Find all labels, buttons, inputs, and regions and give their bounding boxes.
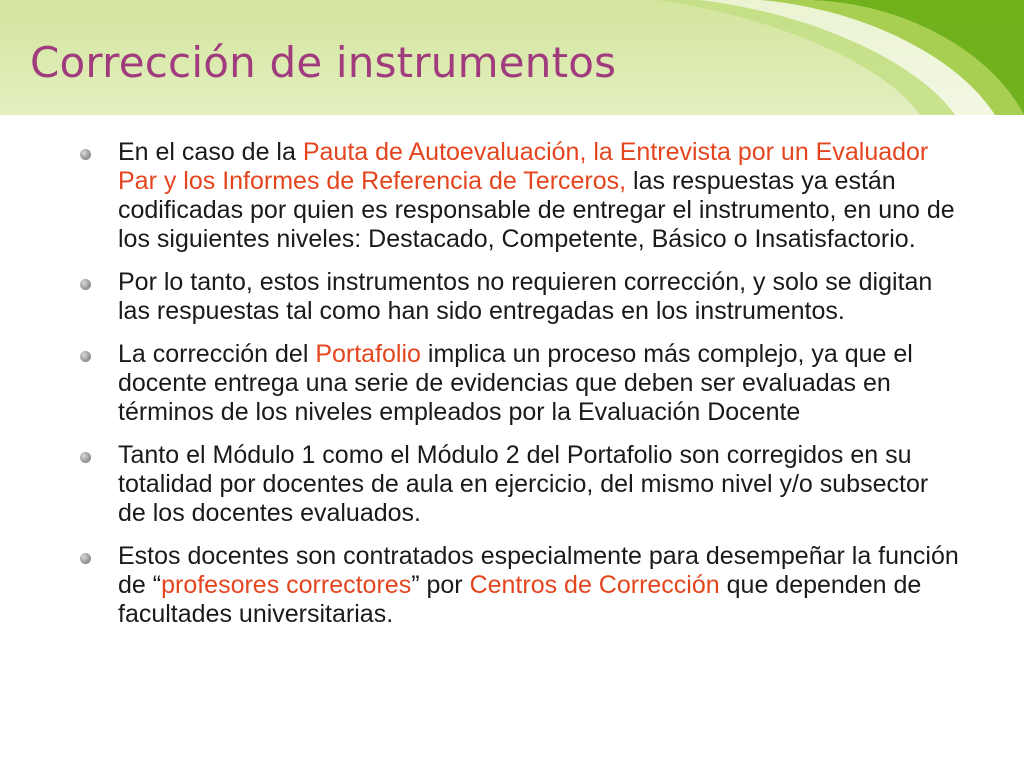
bullet-text: las respuestas ya están codificadas por quien es responsable de entregar el instrumento, en uno de los siguientes niveles: Destacado, Competente, Básico o Insatisfactorio. — [118, 167, 955, 253]
bullet-dot-icon — [80, 351, 91, 362]
bullet-text: ” por — [411, 571, 470, 599]
slide-title: Corrección de instrumentos — [30, 38, 617, 87]
bullet-list — [80, 138, 960, 643]
bullet-item — [80, 138, 960, 254]
bullet-item — [80, 441, 960, 528]
bullet-dot-icon — [80, 553, 91, 564]
bullet-text: implica un proceso más complejo, ya que el docente entrega una serie de evidencias que deben ser evaluadas en términos de los niveles empleados por la Evaluación Docente — [118, 340, 913, 426]
bullet-text: En el caso de la — [118, 138, 303, 166]
bullet-text: Por lo tanto, estos instrumentos no requieren corrección, y solo se digitan las respuestas tal como han sido entregadas en los instrumentos. — [118, 268, 933, 325]
highlighted-text: Centros de Corrección — [469, 571, 720, 599]
bullet-text: La corrección del — [118, 340, 316, 368]
bullet-item — [80, 268, 960, 326]
slide-header — [0, 0, 1024, 115]
bullet-item — [80, 542, 960, 629]
bullet-dot-icon — [80, 452, 91, 463]
bullet-text: Estos docentes son contratados especialmente para desempeñar la función de “ — [118, 542, 959, 599]
highlighted-text: profesores correctores — [161, 571, 412, 599]
bullet-dot-icon — [80, 279, 91, 290]
bullet-dot-icon — [80, 149, 91, 160]
bullet-item — [80, 340, 960, 427]
bullet-text: que dependen de facultades universitarias. — [118, 571, 922, 628]
highlighted-text: Portafolio — [315, 340, 421, 368]
highlighted-text: Pauta de Autoevaluación, la Entrevista por un Evaluador Par y los Informes de Referencia de Terceros, — [118, 138, 929, 195]
bullet-text: Tanto el Módulo 1 como el Módulo 2 del Portafolio son corregidos en su totalidad por docentes de aula en ejercicio, del mismo nivel y/o subsector de los docentes evaluados. — [118, 441, 929, 527]
